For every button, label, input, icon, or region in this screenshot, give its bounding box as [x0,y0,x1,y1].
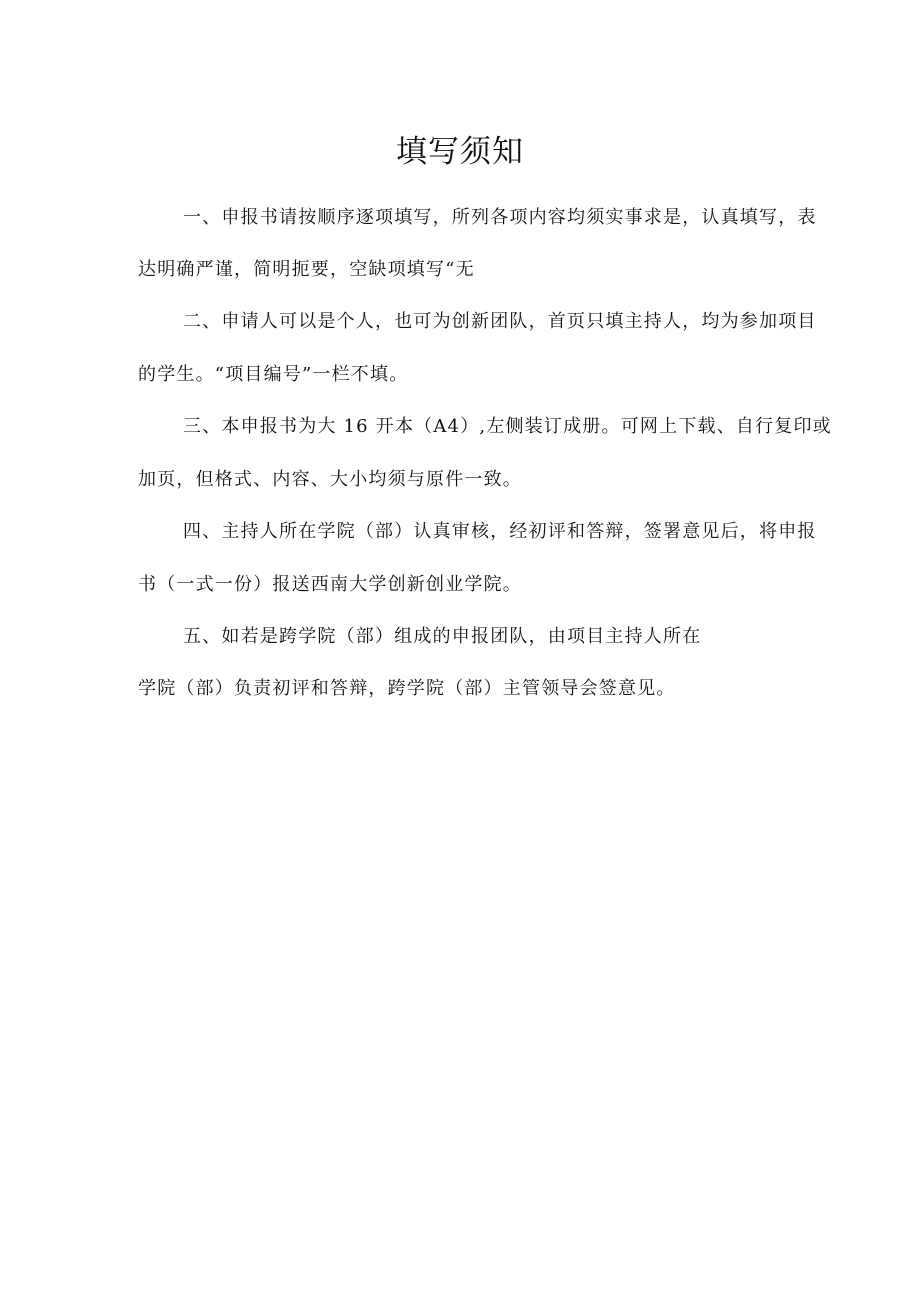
item-1-line-2: 达明确严谨，简明扼要，空缺项填写“无 [138,259,475,280]
item-3-line-1: 三、本申报书为大 16 开本（A4）,左侧装订成册。可网上下载、自行复印或 [183,416,832,437]
item-1-line-1: 一、申报书请按顺序逐项填写，所列各项内容均须实事求是，认真填写，表 [183,207,817,228]
item-4-line-2: 书（一式一份）报送西南大学创新创业学院。 [138,574,522,595]
item-2-line-2: 的学生。“项目编号”一栏不填。 [138,364,409,385]
item-2-line-1: 二、申请人可以是个人，也可为创新团队，首页只填主持人，均为参加项目 [183,311,817,332]
item-5-line-2: 学院（部）负责初评和答辩，跨学院（部）主管领导会签意见。 [138,678,676,699]
item-3-line-2: 加页，但格式、内容、大小均须与原件一致。 [138,469,522,490]
page-title: 填写须知 [396,134,524,170]
item-4-line-1: 四、主持人所在学院（部）认真审核，经初评和答辩，签署意见后，将申报 [183,521,817,542]
item-5-line-1: 五、如若是跨学院（部）组成的申报团队，由项目主持人所在 [183,626,702,647]
